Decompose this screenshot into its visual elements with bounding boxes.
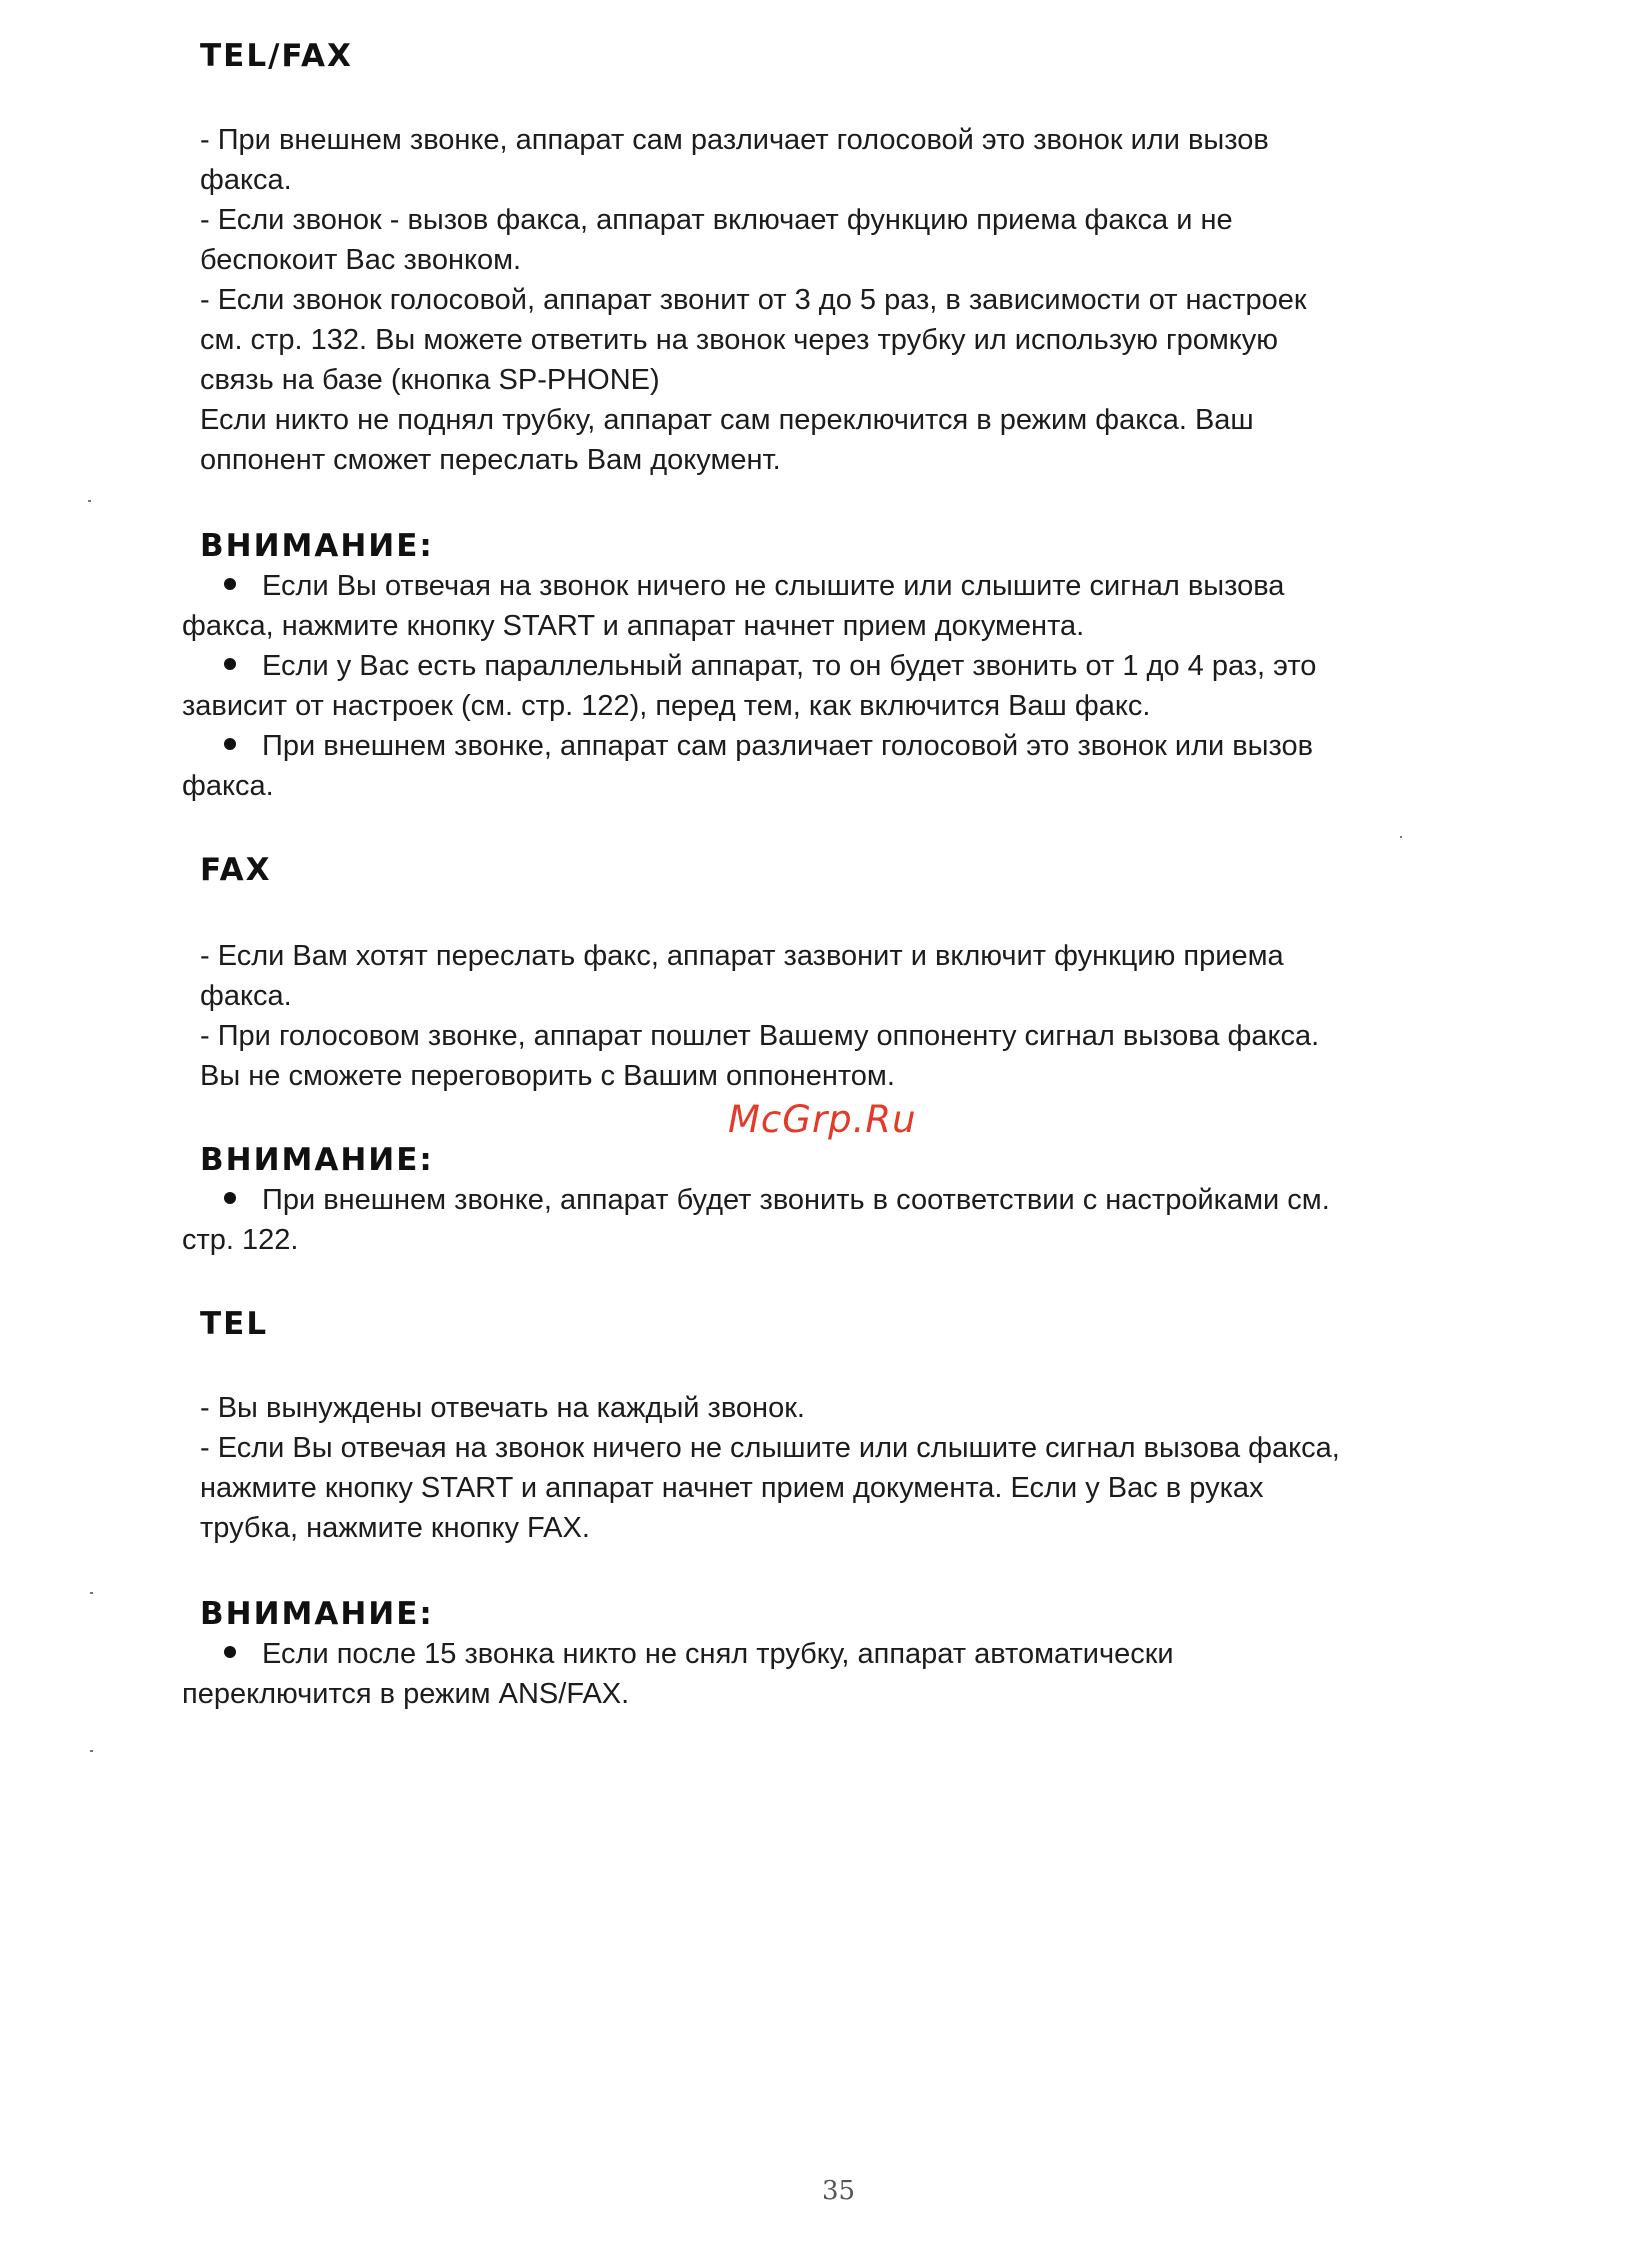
scan-speck (88, 500, 91, 502)
text-line: переключится в режим ANS/FAX. (182, 1678, 630, 1710)
text-line: Если Вы отвечая на звонок ничего не слышите или слышите сигнал вызова (262, 570, 1285, 602)
tel-attention-list (182, 1634, 1562, 1714)
text-line: факса. (200, 980, 292, 1012)
list-item (182, 566, 1562, 646)
watermark-logo: McGrp.Ru (728, 1098, 917, 1141)
text-line: Если после 15 звонка никто не снял трубку, аппарат автоматически (262, 1638, 1174, 1670)
bullet-icon (224, 578, 236, 590)
scan-speck (90, 1750, 93, 1752)
fax-paragraph (200, 936, 1560, 1096)
text-line: - Если звонок голосовой, аппарат звонит от 3 до 5 раз, в зависимости от настроек (200, 284, 1307, 316)
list-item (182, 1634, 1562, 1714)
section-heading-tel: TEL (200, 1306, 269, 1342)
text-line: - Если звонок - вызов факса, аппарат включает функцию приема факса и не (200, 204, 1233, 236)
text-line: стр. 122. (182, 1224, 299, 1256)
text-line: оппонент сможет переслать Вам документ. (200, 444, 781, 476)
text-line: трубка, нажмите кнопку FAX. (200, 1512, 590, 1544)
bullet-icon (224, 658, 236, 670)
section-heading-fax: FAX (200, 852, 272, 888)
list-item (182, 1180, 1562, 1260)
text-line: Вы не сможете переговорить с Вашим оппонентом. (200, 1060, 895, 1092)
text-line: см. стр. 132. Вы можете ответить на звонок через трубку ил использую громкую (200, 324, 1279, 356)
text-line: факса. (182, 770, 274, 802)
section-heading-tel-fax: TEL/FAX (200, 38, 353, 74)
bullet-icon (224, 1646, 236, 1658)
tel-fax-paragraph (200, 120, 1560, 480)
scan-speck (1400, 836, 1402, 838)
scan-speck (90, 1592, 93, 1594)
text-line: - При голосовом звонке, аппарат пошлет Вашему оппоненту сигнал вызова факса. (200, 1020, 1320, 1052)
list-item (182, 726, 1562, 806)
text-line: зависит от настроек (см. стр. 122), перед тем, как включится Ваш факс. (182, 690, 1151, 722)
tel-paragraph (200, 1388, 1560, 1548)
tel-fax-attention-list (182, 566, 1562, 806)
text-line: факса. (200, 164, 292, 196)
attention-label: ВНИМАНИЕ: (200, 528, 434, 564)
list-item (182, 646, 1562, 726)
text-line: факса, нажмите кнопку START и аппарат начнет прием документа. (182, 610, 1085, 642)
page-number: 35 (822, 2176, 856, 2206)
text-line: - При внешнем звонке, аппарат сам различает голосовой это звонок или вызов (200, 124, 1269, 156)
bullet-icon (224, 738, 236, 750)
fax-attention-list (182, 1180, 1562, 1260)
attention-label: ВНИМАНИЕ: (200, 1142, 434, 1178)
bullet-icon (224, 1192, 236, 1204)
text-line: нажмите кнопку START и аппарат начнет прием документа. Если у Вас в руках (200, 1472, 1264, 1504)
text-line: Если никто не поднял трубку, аппарат сам переключится в режим факса. Ваш (200, 404, 1254, 436)
attention-label: ВНИМАНИЕ: (200, 1596, 434, 1632)
text-line: - Если Вам хотят переслать факс, аппарат зазвонит и включит функцию приема (200, 940, 1284, 972)
text-line: беспокоит Вас звонком. (200, 244, 522, 276)
text-line: - Если Вы отвечая на звонок ничего не слышите или слышите сигнал вызова факса, (200, 1432, 1340, 1464)
text-line: При внешнем звонке, аппарат будет звонить в соответствии с настройками см. (262, 1184, 1330, 1216)
text-line: - Вы вынуждены отвечать на каждый звонок. (200, 1392, 805, 1424)
text-line: связь на базе (кнопка SP-PHONE) (200, 364, 660, 396)
text-line: При внешнем звонке, аппарат сам различает голосовой это звонок или вызов (262, 730, 1314, 762)
text-line: Если у Вас есть параллельный аппарат, то он будет звонить от 1 до 4 раз, это (262, 650, 1317, 682)
